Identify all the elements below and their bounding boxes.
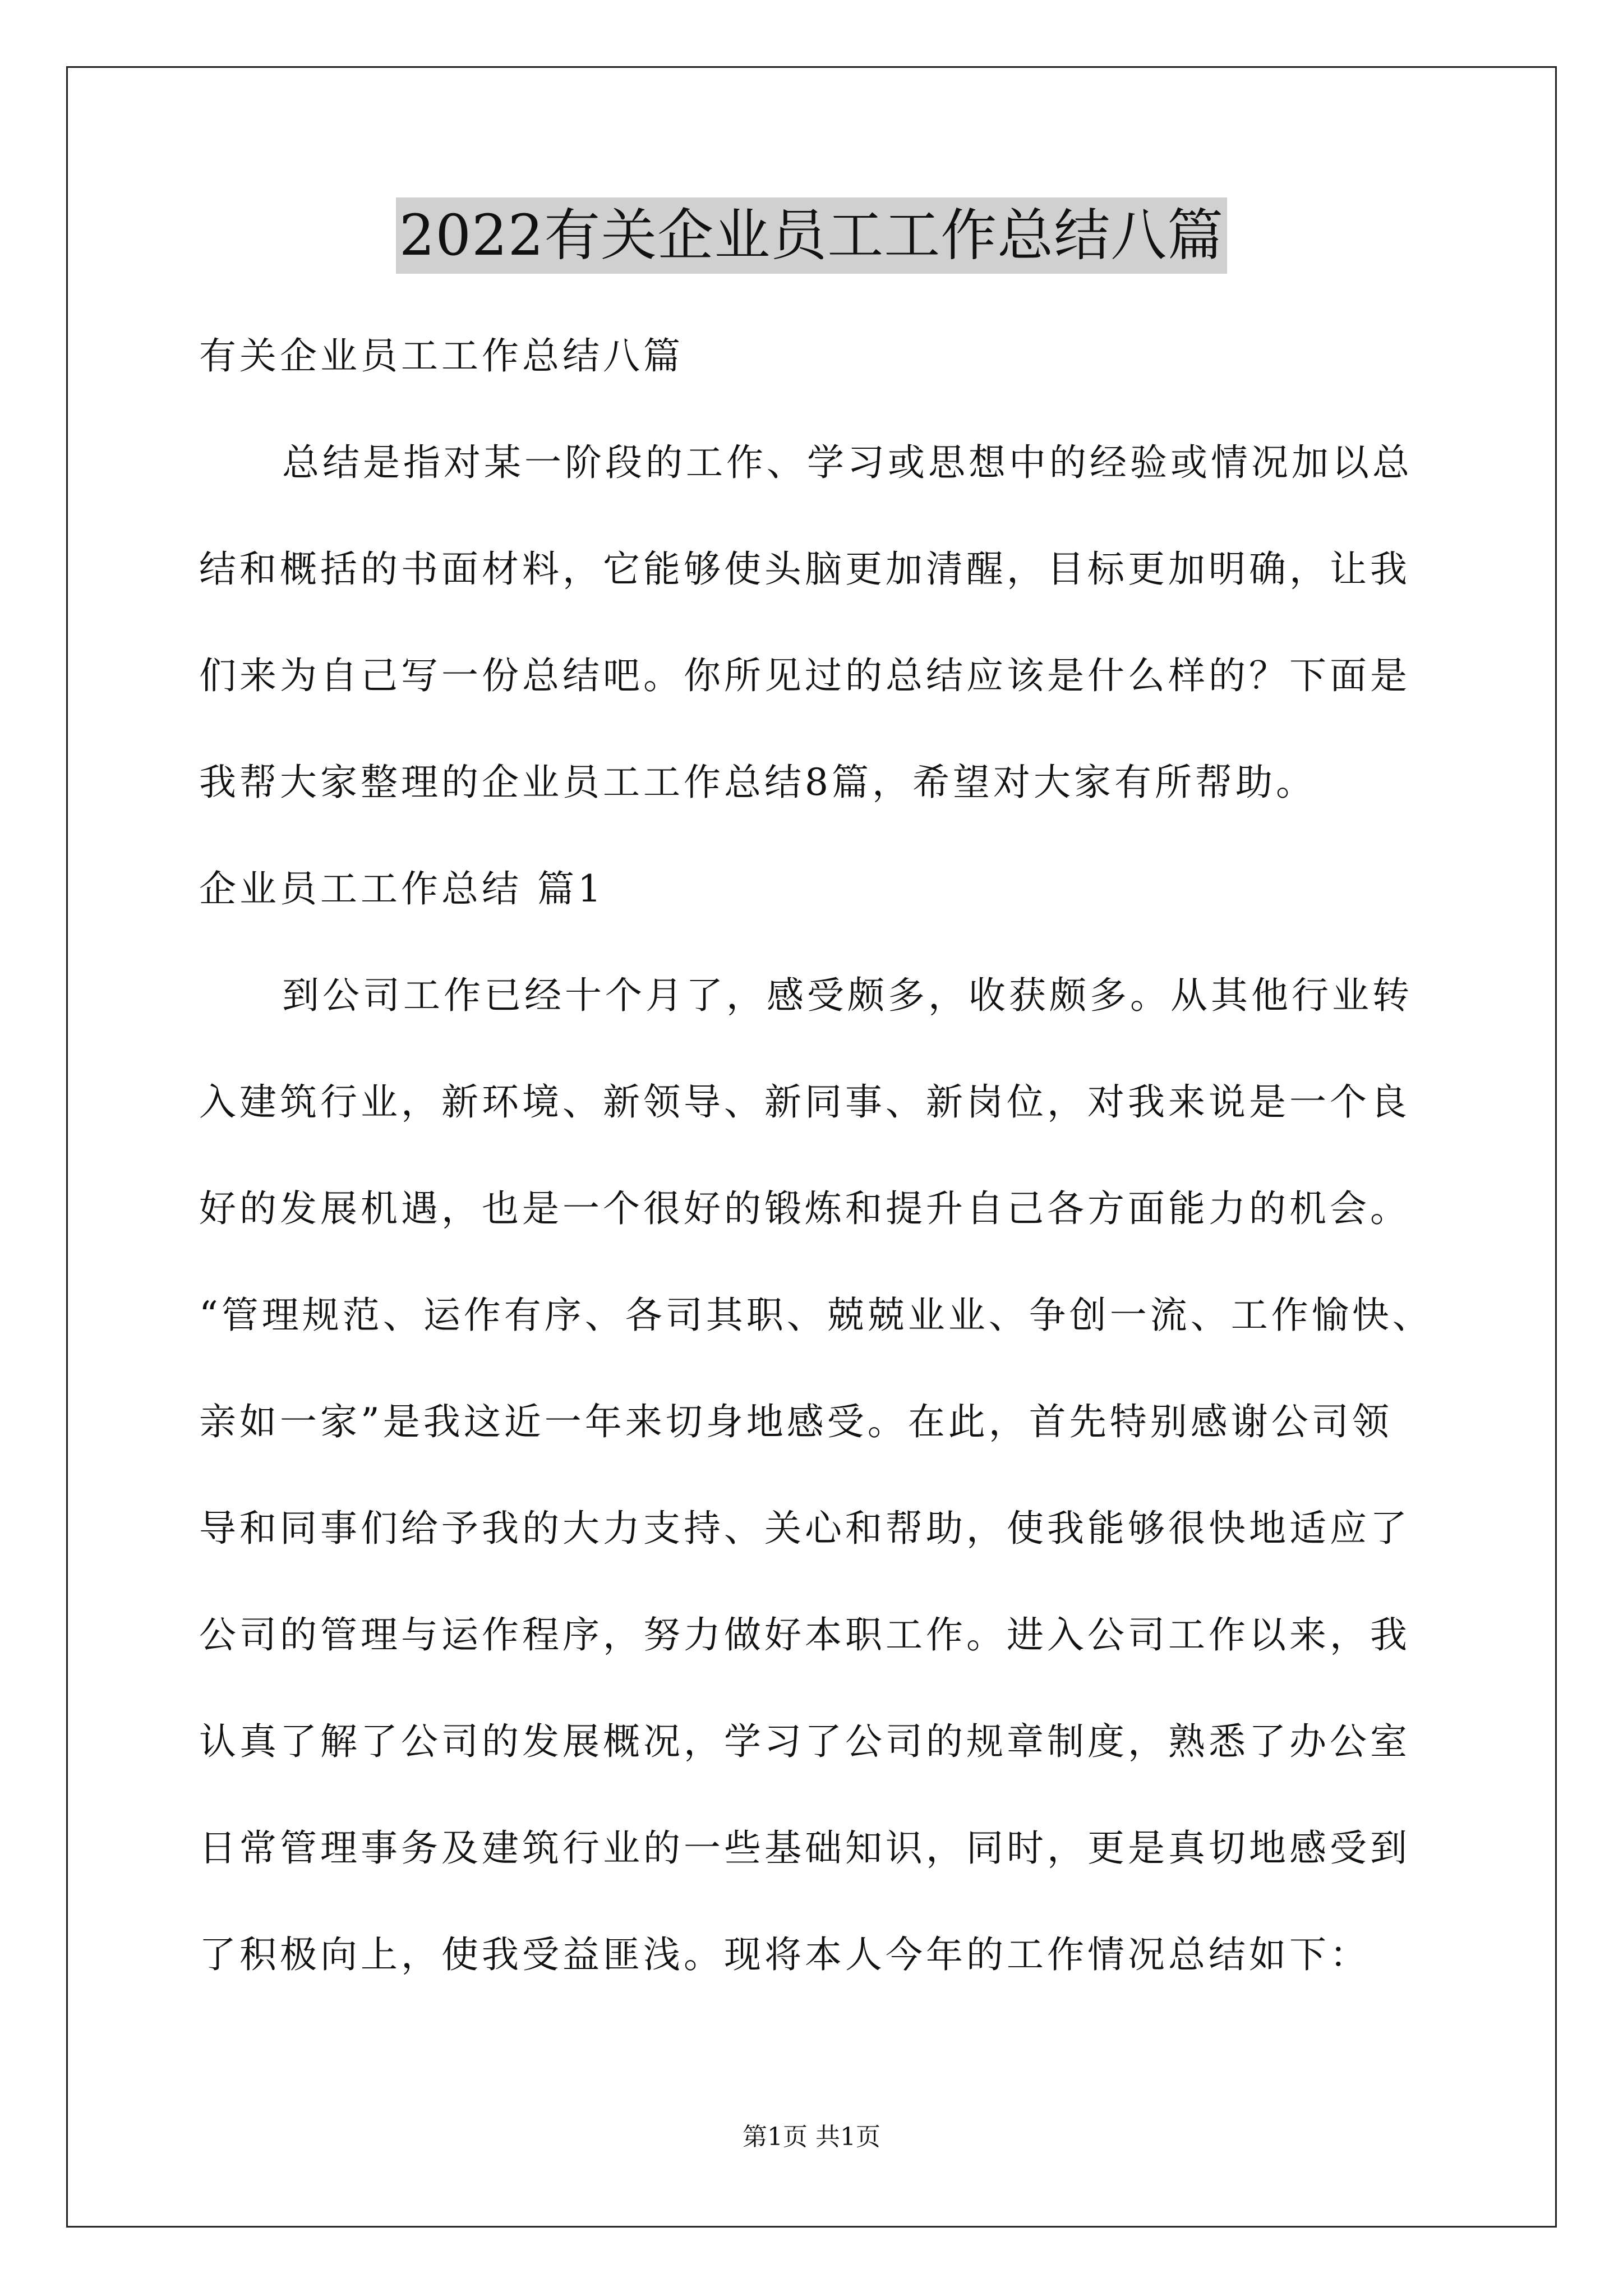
text-line: 公司的管理与运作程序，努力做好本职工作。进入公司工作以来，我 [199, 1613, 1410, 1657]
text-line: 结和概括的书面材料，它能够使头脑更加清醒，目标更加明确，让我 [199, 547, 1410, 591]
section-heading: 企业员工工作总结 篇1 [199, 867, 605, 910]
text-line: 认真了解了公司的发展概况，学习了公司的规章制度，熟悉了办公室 [199, 1720, 1410, 1763]
page-footer: 第1页 共1页 [743, 2123, 880, 2151]
document-body [199, 303, 1461, 2008]
text-line: 入建筑行业，新环境、新领导、新同事、新岗位，对我来说是一个良 [199, 1080, 1410, 1124]
text-line: 亲如一家”是我这近一年来切身地感受。在此，首先特别感谢公司领 [199, 1400, 1393, 1443]
text-line: 我帮大家整理的企业员工工作总结8篇，希望对大家有所帮助。 [199, 761, 1316, 804]
text-line: 日常管理事务及建筑行业的一些基础知识，同时，更是真切地感受到 [199, 1826, 1410, 1870]
text-line: 到公司工作已经十个月了，感受颇多，收获颇多。从其他行业转 [282, 974, 1413, 1017]
text-line: 好的发展机遇，也是一个很好的锻炼和提升自己各方面能力的机会。 [199, 1187, 1410, 1230]
text-line: 总结是指对某一阶段的工作、学习或思想中的经验或情况加以总 [282, 441, 1413, 484]
text-line: 了积极向上，使我受益匪浅。现将本人今年的工作情况总结如下： [199, 1933, 1370, 1976]
title-container [0, 197, 1623, 274]
text-line: “管理规范、运作有序、各司其职、兢兢业业、争创一流、工作愉快、 [199, 1294, 1433, 1337]
text-line: 导和同事们给予我的大力支持、关心和帮助，使我能够很快地适应了 [199, 1507, 1410, 1550]
text-line: 们来为自己写一份总结吧。你所见过的总结应该是什么样的？下面是 [199, 654, 1410, 697]
document-title: 2022有关企业员工工作总结八篇 [396, 197, 1228, 274]
document-subtitle: 有关企业员工工作总结八篇 [199, 334, 684, 378]
